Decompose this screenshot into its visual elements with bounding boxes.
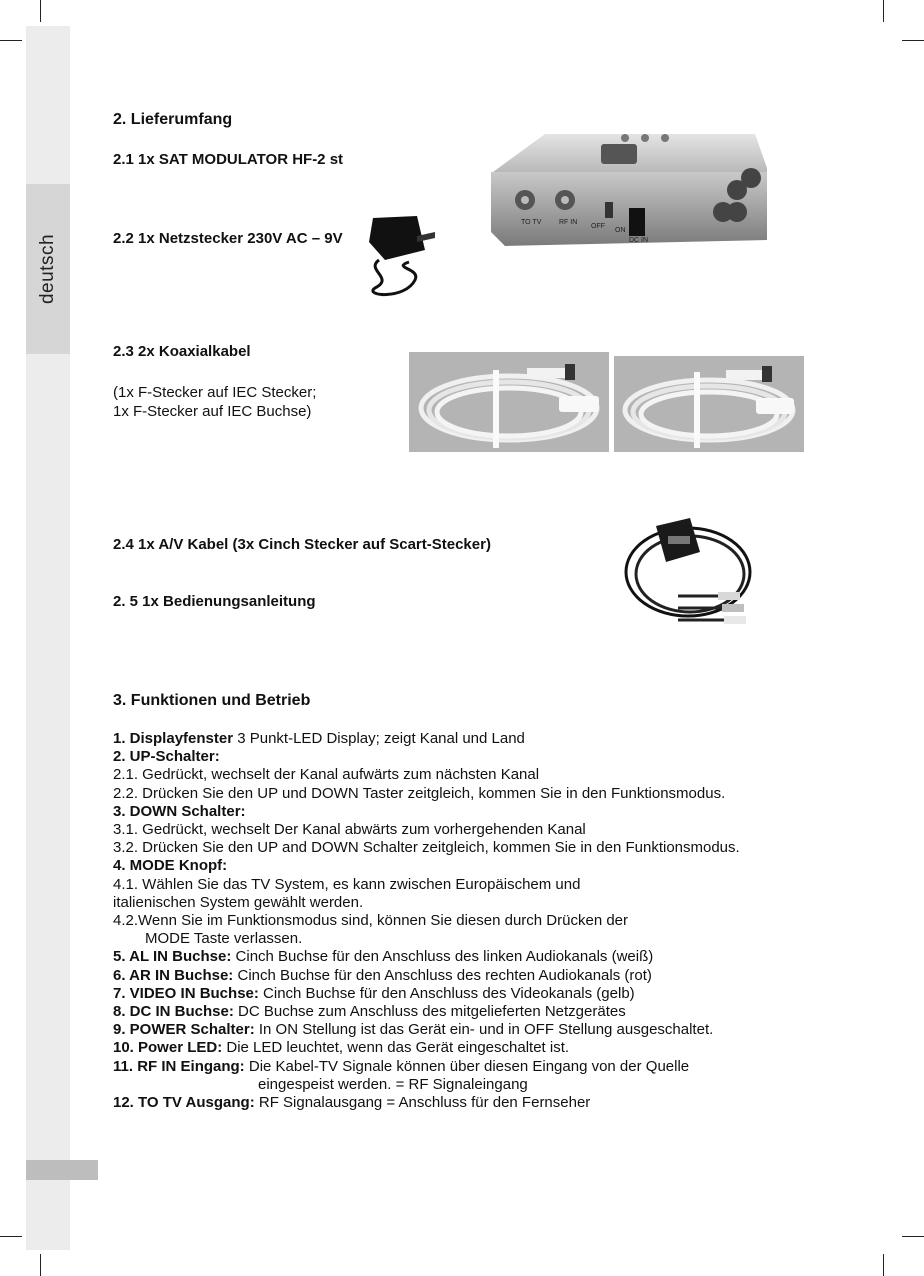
function-text: Die Kabel-TV Signale können über diesen Eingang von der Quelle <box>244 1057 690 1075</box>
section-2-heading: 2. Lieferumfang <box>113 111 233 128</box>
function-line <box>113 985 813 1003</box>
crop-mark <box>902 1236 924 1237</box>
function-line <box>113 748 813 766</box>
item-2-3: 2.3 2x Koaxialkabel <box>113 343 251 360</box>
function-term: 6. AR IN Buchse: <box>113 966 234 984</box>
function-line <box>113 821 813 839</box>
language-tab-label: deutsch <box>37 233 59 305</box>
function-line <box>113 930 813 948</box>
function-term: 1. Displayfenster <box>113 730 234 747</box>
power-adapter-image <box>355 208 437 302</box>
crop-mark <box>40 0 41 22</box>
function-term: 9. POWER Schalter: <box>113 1021 255 1039</box>
page-number-bar <box>26 1160 98 1180</box>
function-line <box>113 785 813 803</box>
function-text: In ON Stellung ist das Gerät ein- und in OFF Stellung ausgeschaltet. <box>254 1021 714 1039</box>
item-2-5: 2. 5 1x Bedienungsanleitung <box>113 593 316 610</box>
function-line <box>113 857 813 875</box>
function-line <box>113 1076 813 1094</box>
crop-mark <box>0 40 22 41</box>
function-line <box>113 948 813 966</box>
function-line <box>113 1094 813 1112</box>
function-term: 4. MODE Knopf: <box>113 857 228 875</box>
function-line <box>113 839 813 857</box>
function-line <box>113 894 813 912</box>
function-line <box>113 1039 813 1057</box>
function-term: 7. VIDEO IN Buchse: <box>113 984 259 1002</box>
av-cable-image <box>618 512 762 632</box>
function-text: 2.2. Drücken Sie den UP und DOWN Taster zeitgleich, kommen Sie in den Funktionsmodus. <box>113 784 726 802</box>
function-text: eingespeist werden. = RF Signaleingang <box>258 1075 528 1093</box>
function-line <box>113 967 813 985</box>
function-line <box>113 1058 813 1076</box>
function-term: 2. UP-Schalter: <box>113 748 220 766</box>
to-tv-label: TO TV <box>521 219 542 226</box>
item-2-3-note-2: 1x F-Stecker auf IEC Buchse) <box>113 403 312 420</box>
item-2-3-note-1: (1x F-Stecker auf IEC Stecker; <box>113 384 317 401</box>
function-line <box>113 803 813 821</box>
function-text: 3.1. Gedrückt, wechselt Der Kanal abwärts zum vorhergehenden Kanal <box>113 821 586 839</box>
crop-mark <box>0 1236 22 1237</box>
item-2-4: 2.4 1x A/V Kabel (3x Cinch Stecker auf Scart-Stecker) <box>113 536 491 553</box>
off-label: OFF <box>591 223 605 230</box>
function-term: 12. TO TV Ausgang: <box>113 1094 255 1112</box>
function-line <box>113 1021 813 1039</box>
function-text: Cinch Buchse für den Anschluss des rechten Audiokanals (rot) <box>233 966 652 984</box>
function-text: 4.2.Wenn Sie im Funktionsmodus sind, können Sie diesen durch Drücken der <box>113 912 629 930</box>
function-line <box>113 730 813 748</box>
sat-modulator-image <box>485 128 773 250</box>
function-text: 2.1. Gedrückt, wechselt der Kanal aufwärts zum nächsten Kanal <box>113 766 540 784</box>
on-label: ON <box>615 227 626 234</box>
function-text: 3.2. Drücken Sie den UP and DOWN Schalter zeitgleich, kommen Sie in den Funktionsmodus. <box>113 839 740 857</box>
functions-list <box>113 730 813 1112</box>
function-term: 3. DOWN Schalter: <box>113 802 246 820</box>
function-term: 10. Power LED: <box>113 1039 223 1057</box>
function-term: 11. RF IN Eingang: <box>113 1057 245 1075</box>
function-line <box>113 1003 813 1021</box>
function-text: 3 Punkt-LED Display; zeigt Kanal und Land <box>233 730 525 747</box>
function-term: 5. AL IN Buchse: <box>113 948 232 966</box>
function-line <box>113 876 813 894</box>
function-text: Cinch Buchse für den Anschluss des linken Audiokanals (weiß) <box>231 948 654 966</box>
dc-in-label: DC IN <box>629 237 649 244</box>
function-text: DC Buchse zum Anschluss des mitgelieferten Netzgerätes <box>233 1003 626 1021</box>
crop-mark <box>40 1254 41 1276</box>
function-text: 4.1. Wählen Sie das TV System, es kann zwischen Europäischem und <box>113 875 581 893</box>
coax-cable-image-2 <box>614 356 804 452</box>
function-text: MODE Taste verlassen. <box>145 930 303 948</box>
function-text: Die LED leuchtet, wenn das Gerät eingeschaltet ist. <box>222 1039 570 1057</box>
function-line <box>113 912 813 930</box>
function-text: italienischen System gewählt werden. <box>113 893 364 911</box>
function-text: Cinch Buchse für den Anschluss des Videokanals (gelb) <box>258 984 635 1002</box>
item-2-2: 2.2 1x Netzstecker 230V AC – 9V <box>113 230 343 247</box>
item-2-1: 2.1 1x SAT MODULATOR HF-2 st <box>113 151 344 168</box>
crop-mark <box>902 40 924 41</box>
coax-cable-image-1 <box>409 352 609 452</box>
crop-mark <box>883 0 884 22</box>
section-3-heading: 3. Funktionen und Betrieb <box>113 692 311 709</box>
function-line <box>113 766 813 784</box>
crop-mark <box>883 1254 884 1276</box>
rf-in-label: RF IN <box>559 219 578 226</box>
function-term: 8. DC IN Buchse: <box>113 1003 234 1021</box>
function-text: RF Signalausgang = Anschluss für den Fernseher <box>254 1094 591 1112</box>
